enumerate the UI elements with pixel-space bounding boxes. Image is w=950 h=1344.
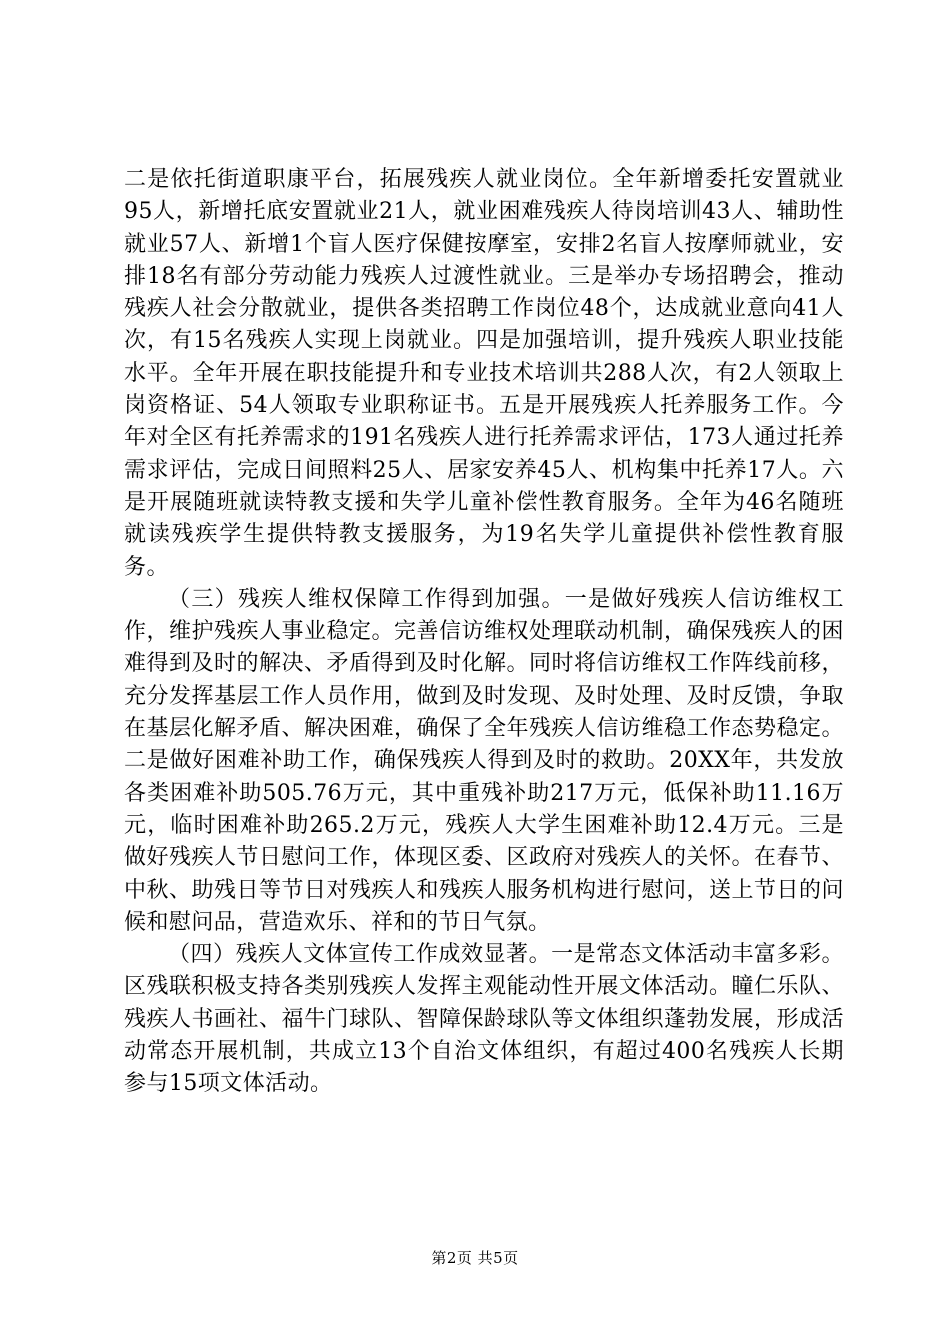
paragraph-rights-protection: （三）残疾人维权保障工作得到加强。一是做好残疾人信访维权工作，维护残疾人事业稳定。完善信访维权处理联动机制，确保残疾人的困难得到及时的解决、矛盾得到及时化解。同时将信访维权工作阵线前移，充分发挥基层工作人员作用，做到及时发现、及时处理、及时反馈，争取在基层化解矛盾、解决困难，确保了全年残疾人信访维稳工作态势稳定。二是做好困难补助工作，确保残疾人得到及时的救助。20XX年，共发放各类困难补助505.76万元，其中重残补助217万元，低保补助11.16万元，临时困难补助265.2万元，残疾人大学生困难补助12.4万元。三是做好残疾人节日慰问工作，体现区委、区政府对残疾人的关怀。在春节、中秋、助残日等节日对残疾人和残疾人服务机构进行慰问，送上节日的问候和慰问品，营造欢乐、祥和的节日气氛。 [124,586,844,935]
page-number-footer: 第2页 共5页 [431,1249,519,1267]
document-body [124,164,844,1101]
paragraph-employment: 二是依托街道职康平台，拓展残疾人就业岗位。全年新增委托安置就业95人，新增托底安置就业21人，就业困难残疾人待岗培训43人、辅助性就业57人、新增1个盲人医疗保健按摩室，安排2名盲人按摩师就业，安排18名有部分劳动能力残疾人过渡性就业。三是举办专场招聘会，推动残疾人社会分散就业，提供各类招聘工作岗位48个，达成就业意向41人次，有15名残疾人实现上岗就业。四是加强培训，提升残疾人职业技能水平。全年开展在职技能提升和专业技术培训共288人次，有2人领取上岗资格证、54人领取专业职称证书。五是开展残疾人托养服务工作。今年对全区有托养需求的191名残疾人进行托养需求评估，173人通过托养需求评估，完成日间照料25人、居家安养45人、机构集中托养17人。六是开展随班就读特教支援和失学儿童补偿性教育服务。全年为46名随班就读残疾学生提供特教支援服务，为19名失学儿童提供补偿性教育服务。 [124,167,844,580]
paragraph-culture-sports: （四）残疾人文体宣传工作成效显著。一是常态文体活动丰富多彩。区残联积极支持各类别残疾人发挥主观能动性开展文体活动。瞳仁乐队、残疾人书画社、福牛门球队、智障保龄球队等文体组织蓬勃发展，形成活动常态开展机制，共成立13个自治文体组织，有超过400名残疾人长期参与15项文体活动。 [124,942,844,1097]
